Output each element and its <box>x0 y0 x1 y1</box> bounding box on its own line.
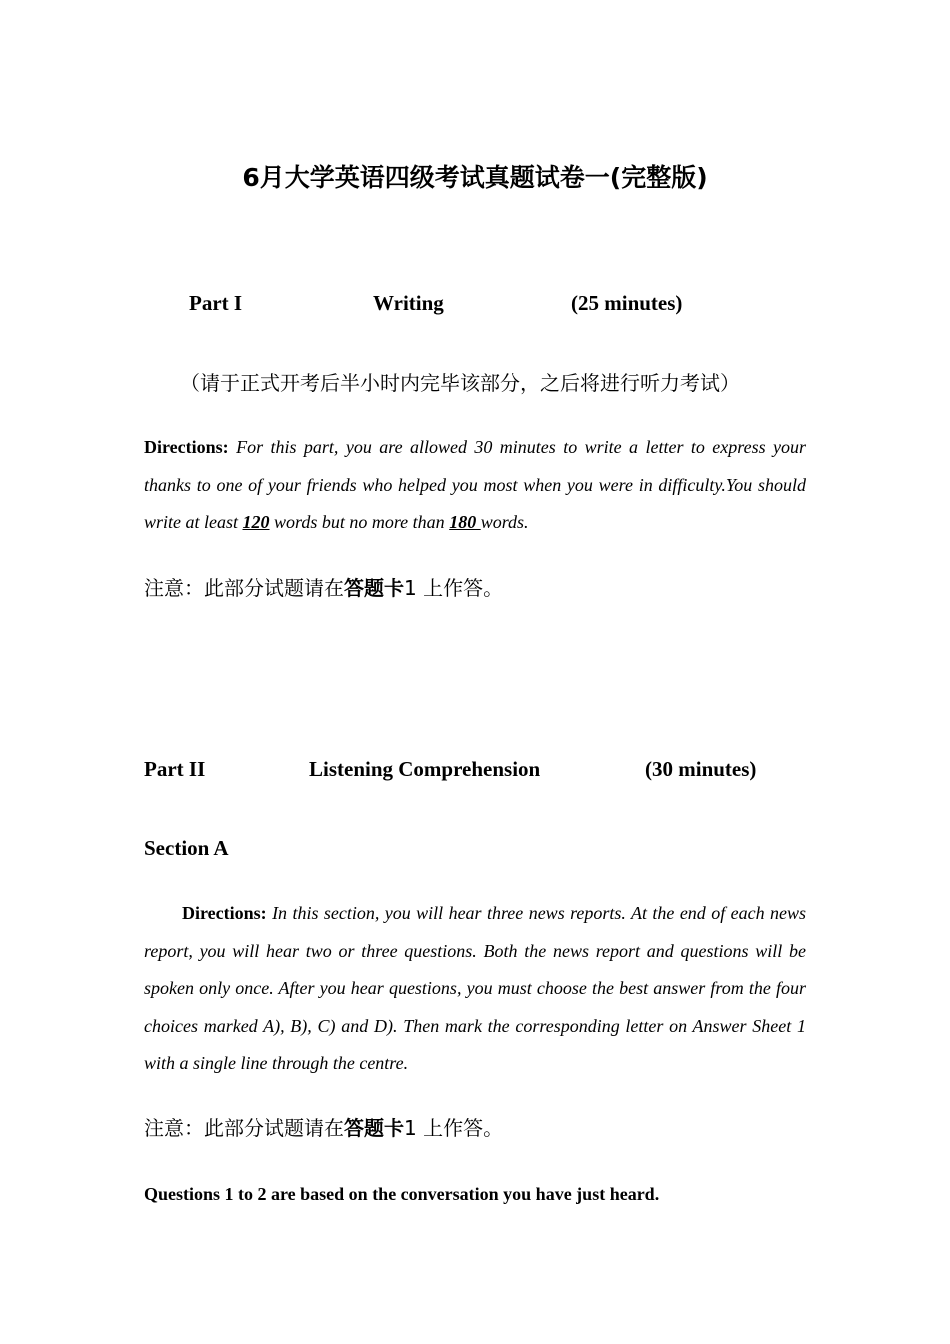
page-title: 6月大学英语四级考试真题试卷一(完整版) <box>242 163 708 192</box>
directions-text-b: words but no more than <box>274 512 445 532</box>
note-suffix: 1 上作答。 <box>404 576 504 600</box>
note-prefix: 注意：此部分试题请在 <box>144 1116 344 1140</box>
part2-directions <box>144 895 806 1083</box>
part2-time: (30 minutes) <box>645 757 757 781</box>
note-bold: 答题卡 <box>344 1116 404 1140</box>
directions-text: In this section, you will hear three news reports. At the end of each news report, you will hear two or three questions. Both the news report and questions will be spoken only once. After you hear questions, you must choose the best answer from the four choices marked A), B), C) and D). Then mark the corresponding letter on Answer Sheet 1 with a single line through the centre. <box>144 903 806 1073</box>
note-prefix: 注意：此部分试题请在 <box>144 576 344 600</box>
questions-intro: Questions 1 to 2 are based on the conversation you have just heard. <box>144 1184 660 1204</box>
part1-time: (25 minutes) <box>571 291 683 315</box>
directions-text-a: For this part, you are allowed 30 minutes to write a letter to express your thanks to one of your friends who helped you most when you were in difficulty.You should write at least <box>144 437 807 532</box>
part1-note <box>144 573 503 603</box>
note-bold: 答题卡 <box>344 576 404 600</box>
max-words: 180 <box>449 512 481 532</box>
part1-label: Part I <box>189 291 243 315</box>
directions-text-c: words. <box>480 512 529 532</box>
part1-name: Writing <box>373 291 444 315</box>
part2-label: Part II <box>144 757 206 781</box>
section-a-heading: Section A <box>144 836 229 860</box>
directions-label: Directions: <box>182 903 267 923</box>
directions-label: Directions: <box>144 437 229 457</box>
note-suffix: 1 上作答。 <box>404 1116 504 1140</box>
part1-directions <box>144 429 806 542</box>
part1-instruction: （请于正式开考后半小时内完毕该部分，之后将进行听力考试） <box>180 371 740 395</box>
part2-name: Listening Comprehension <box>309 757 541 781</box>
min-words: 120 <box>242 512 270 532</box>
part2-note <box>144 1113 503 1143</box>
